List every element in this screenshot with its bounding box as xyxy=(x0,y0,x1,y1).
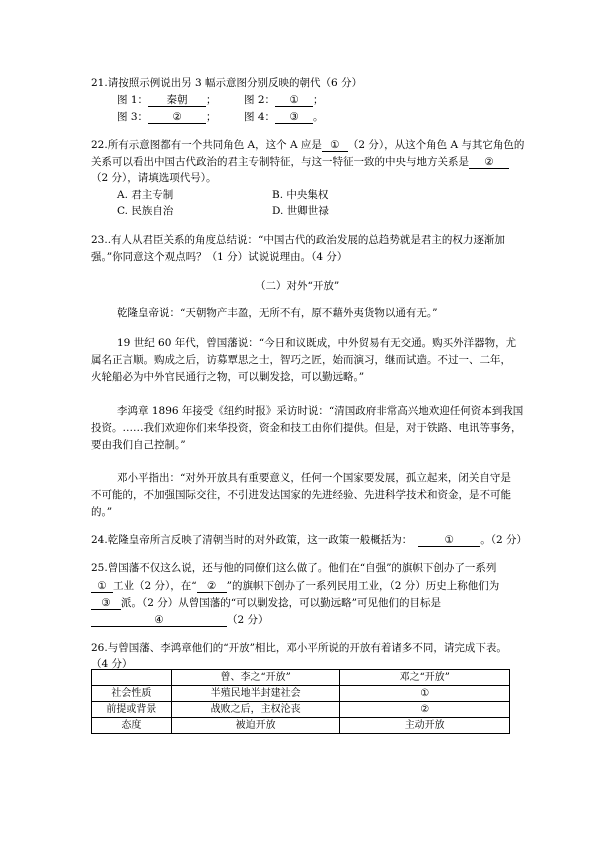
q25-text: 派。（2 分）从曾国藩的“可以剿发捻，可以勤远略”可见他们的目标是 xyxy=(121,597,442,609)
fig3-label: 图 3： xyxy=(117,111,149,123)
fig2-answer-blank[interactable]: ① xyxy=(275,94,313,107)
quote-zeng-l3: 火轮船必为中外官民通行之物，可以剿发捻，可以勤远略。” xyxy=(91,371,365,383)
sep-end: 。 xyxy=(313,111,324,123)
table-cell: 半殖民地半封建社会 xyxy=(171,686,340,702)
quote-li-l3: 要由我们自己控制。” xyxy=(91,439,186,451)
q22-line3: （2 分），请填选项代号）。 xyxy=(91,172,217,184)
table-row xyxy=(92,686,510,702)
q26-line1: 26.与曾国藩、李鸿章他们的“开放”相比，邓小平所说的开放有着诸多不同，请完成下表。 xyxy=(91,642,507,654)
table-cell: 前提或背景 xyxy=(92,702,172,718)
q25-line3 xyxy=(91,595,441,610)
q23-line2: 强。”你同意这个观点吗？（1 分）试说说理由。（4 分） xyxy=(91,251,348,263)
q25-blank4[interactable]: ④ xyxy=(91,614,227,627)
fig2-label: 图 2： xyxy=(244,94,276,106)
q26-line2: （4 分） xyxy=(91,658,133,670)
quote-zeng-l2: 属名正言顺。购成之后，访募覃思之士，智巧之匠，始而演习，继而试造。不过一、二年， xyxy=(91,354,511,366)
q21-row2 xyxy=(117,109,217,124)
q24-line xyxy=(91,532,527,547)
quote-deng-l3: 的。” xyxy=(91,506,113,518)
quote-li-l2: 投资。……我们欢迎你们来华投资，资金和技工由你们提供。但是，对于铁路、电讯等事务， xyxy=(91,422,522,434)
comparison-table xyxy=(91,669,510,734)
q22-text: 关系可以看出中国古代政治的君主专制特征，与这一特征一致的中央与地方关系是 xyxy=(91,156,469,168)
table-header-cell xyxy=(92,670,172,686)
q25-text: 工业（2 分），在“ xyxy=(113,580,197,592)
sep: ； xyxy=(206,94,217,106)
q25-line2 xyxy=(91,578,499,593)
q22-text: （2 分），从这个角色 A 与其它角色的 xyxy=(347,139,525,151)
q22-option-c: C. 民族自治 xyxy=(117,205,174,217)
table-cell: 主动开放 xyxy=(340,718,510,734)
quote-qianlong: 乾隆皇帝说：“天朝物产丰盈，无所不有，原不藉外夷货物以通有无。” xyxy=(117,307,438,319)
table-answer-cell[interactable]: ① xyxy=(340,686,510,702)
sep: ； xyxy=(206,111,217,123)
table-header-row xyxy=(92,670,510,686)
q21-row1 xyxy=(117,92,217,107)
q21-row1b xyxy=(244,92,324,107)
q22-option-a: A. 君主专制 xyxy=(117,189,174,201)
q24-blank[interactable]: ① xyxy=(418,534,480,547)
q25-blank2[interactable]: ② xyxy=(197,580,227,593)
table-answer-cell[interactable]: ② xyxy=(340,702,510,718)
quote-li-l1: 李鸿章 1896 年接受《纽约时报》采访时说：“清国政府非常高兴地欢迎任何资本到我国 xyxy=(117,405,524,417)
table-cell: 战败之后，主权沦丧 xyxy=(171,702,340,718)
q22-blank1[interactable]: ① xyxy=(322,139,348,152)
q25-line4 xyxy=(91,612,269,627)
quote-deng-l1: 邓小平指出：“对外开放具有重要意义，任何一个国家要发展，孤立起来，闭关自守是 xyxy=(117,472,511,484)
q25-blank1[interactable]: ① xyxy=(91,580,113,593)
quote-zeng-l1: 19 世纪 60 年代，曾国藩说：“今日和议既成，中外贸易有无交通。购买外洋器物，尤 xyxy=(117,337,517,349)
table-cell: 被迫开放 xyxy=(171,718,340,734)
q25-text: （2 分） xyxy=(227,614,269,626)
q21-stem: 21.请按照示例说出另 3 幅示意图分别反映的朝代（6 分） xyxy=(91,77,363,89)
q22-option-b: B. 中央集权 xyxy=(272,189,329,201)
table-row xyxy=(92,702,510,718)
q22-blank2[interactable]: ② xyxy=(469,156,509,169)
fig4-answer-blank[interactable]: ③ xyxy=(275,111,313,124)
fig1-answer: 秦朝 xyxy=(148,94,206,107)
q25-line1: 25.曾国藩不仅这么说，还与他的同僚们这么做了。他们在“自强”的旗帜下创办了一系列 xyxy=(91,562,497,574)
q22-line2 xyxy=(91,154,509,169)
q24-text: 24.乾隆皇帝所言反映了清朝当时的对外政策，这一政策一般概括为： xyxy=(91,534,413,546)
fig1-label: 图 1： xyxy=(117,94,149,106)
quote-deng-l2: 不可能的，不加强国际交往，不引进发达国家的先进经验、先进科学技术和资金，是不可能 xyxy=(91,489,511,501)
table-row xyxy=(92,718,510,734)
section-title: （二）对外“开放” xyxy=(255,280,340,292)
fig4-label: 图 4： xyxy=(244,111,276,123)
table-header-cell: 曾、李之“开放” xyxy=(171,670,340,686)
table-header-cell: 邓之“开放” xyxy=(340,670,510,686)
q24-text: 。（2 分） xyxy=(480,534,527,546)
q22-line1 xyxy=(91,137,524,152)
table-cell: 社会性质 xyxy=(92,686,172,702)
q22-option-d: D. 世卿世禄 xyxy=(272,205,329,217)
q25-text: ”的旗帜下创办了一系列民用工业，（2 分）历史上称他们为 xyxy=(226,580,500,592)
table-cell: 态度 xyxy=(92,718,172,734)
q23-line1: 23..有人从君臣关系的角度总结说：“中国古代的政治发展的总趋势就是君主的权力逐渐加 xyxy=(91,234,505,246)
q21-row2b xyxy=(244,109,324,124)
fig3-answer-blank[interactable]: ② xyxy=(148,111,206,124)
sep: ； xyxy=(313,94,324,106)
q25-blank3[interactable]: ③ xyxy=(91,597,121,610)
q22-text: 22.所有示意图都有一个共同角色 A，这个 A 应是 xyxy=(91,139,322,151)
